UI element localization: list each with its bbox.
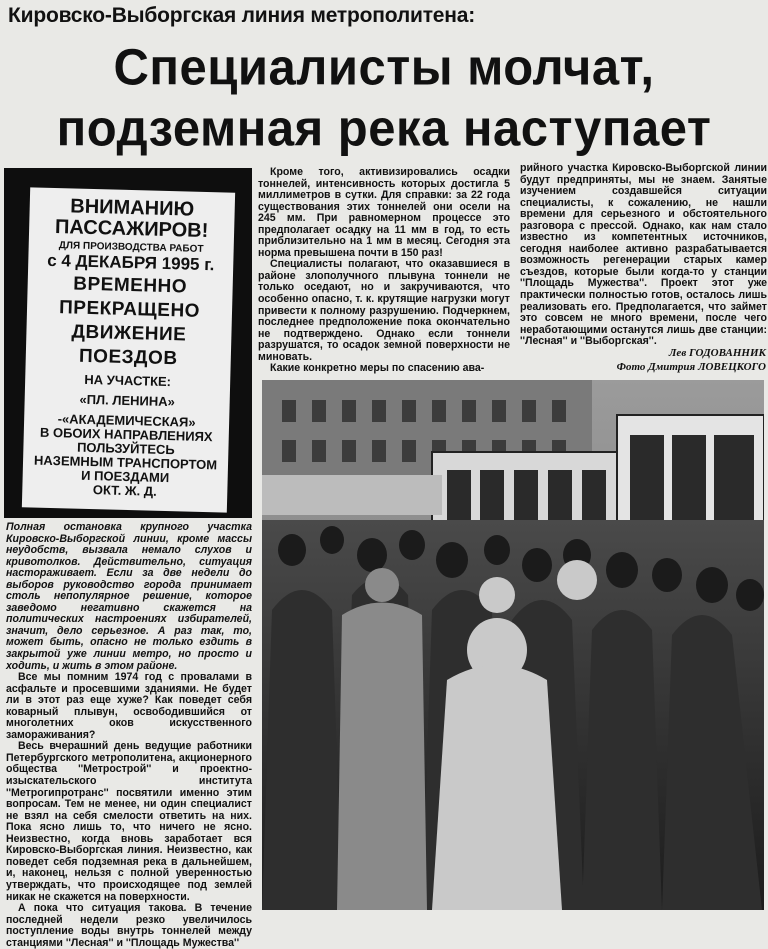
photo-credit: Фото Дмитрия ЛОВЕЦКОГО <box>616 361 766 373</box>
paragraph: Все мы помним 1974 год с провалами в асфальте и просевшими зданиями. Не будет ли в этот раз еще хуже? Как поведет себя коварный плывун, освободившийся от многолетних оков искусственного замораживания? <box>6 671 252 741</box>
paragraph: Кроме того, активизировались осадки тоннелей, интенсивность которых достигла 5 миллиметров в сутки. Для справки: за 22 года существования этих тоннелей они осели на 245 мм. При равномерном процессе это предполагает осадку на 11 мм в год, то есть приблизительно на 1 мм в месяц. Сегодня эта норма превышена почти в 150 раз! <box>258 166 510 259</box>
crowd-photo <box>262 380 764 910</box>
notice-line: И ПОЕЗДАМИ <box>80 467 170 486</box>
notice-line: ПОЛЬЗУЙТЕСЬ <box>76 439 175 458</box>
notice-line: ВНИМАНИЮ <box>70 195 195 221</box>
notice-line: -«АКАДЕМИЧЕСКАЯ» <box>57 411 196 430</box>
headline <box>0 37 768 159</box>
byline <box>520 346 766 374</box>
notice-line: с 4 ДЕКАБРЯ 1995 г. <box>46 250 215 275</box>
paragraph: Весь вчерашний день ведущие работники Петербургского метрополитена, акционерного общества ''Метрострой'' и проектно-изыскательского института ''Метрогипротранс'' посвятили именно этим вопросам. Тем не менее, ни один специалист не взял на себя смелости ответить на них. Пока ясно лишь то, что ничего не ясно. Неизвестно, когда вновь заработает вся Кировско-Выборгская линия. Неизвестно, как поведет себя подземная река в дальнейшем, и, наконец, нельзя с полной уверенностью утверждать, что происходящее под землей никак не скажется на поверхности. <box>6 740 252 903</box>
paragraph: Специалисты полагают, что оказавшиеся в районе злополучного плывуна тоннели не только оседают, но и закручиваются, что особенно опасно, т. к. крутящие нагрузки могут привести к полному разрушению. Подчеркнем, последнее предположение пока окончательно не подтверждено. Однако если тоннели разрушатся, то осадок земной поверхности не миновать. <box>258 258 510 363</box>
paragraph: Какие конкретно меры по спасению ава- <box>270 362 485 375</box>
article-column-1 <box>6 522 252 949</box>
notice-line: НА УЧАСТКЕ: <box>84 371 172 390</box>
notice-line: ВРЕМЕННО <box>73 273 188 298</box>
paragraph: рийного участка Кировско-Выборгской линии будут предприняты, мы не знаем. Занятые изучением создавшейся ситуации специалисты, к сожалению, не нашли времени для серьезного и обстоятельного разговора с прессой. Однако, как нам стало известно из компетентных источников, сегодня наиболее активно разрабатывается возможность регенерации старых камер съездов, которые были когда-то у станции ''Площадь Мужества''. Проект этот уже практически полностью готов, осталось лишь реализовать его. Предполагается, что займет это совсем не много времени, после чего неработающими останутся лишь две станции: ''Лесная'' и ''Выборгская''. <box>520 162 767 348</box>
article-column-2 <box>258 167 510 375</box>
author-credit: Лев ГОДОВАННИК <box>668 347 766 359</box>
notice-line: ПОЕЗДОВ <box>78 345 178 370</box>
notice-line: В ОБОИХ НАПРАВЛЕНИЯХ <box>39 424 213 445</box>
notice-line: НАЗЕМНЫМ ТРАНСПОРТОМ <box>33 452 218 473</box>
paragraph: А пока что ситуация такова. В течение последней недели резко увеличилось поступление воды внутрь тоннелей между станциями ''Лесная'' и ''Площадь Мужества'' <box>6 902 252 949</box>
headline-line-1: Специалисты молчат, <box>113 39 655 96</box>
headline-line-2: подземная река наступает <box>56 100 712 157</box>
photo-caption: Полная остановка крупного участка Кировско-Выборгской линии, кроме массы неудобств, вызвала немало слухов и кривотолков. Действительно, ситуация настораживает. Если за две недели до выборов руководство города принимает столь непопулярное решение, которое заведомо негативно скажется на политических настроениях избирателей, значит, дело серьезное. А раз так, то, может быть, опасно не только ездить в закрытой уже линии метро, но просто и ходить, и жить в этом районе. <box>6 521 252 672</box>
article-column-3 <box>520 163 767 348</box>
notice-line: ДЛЯ ПРОИЗВОДСТВА РАБОТ <box>58 240 204 255</box>
notice-photo <box>4 168 252 518</box>
notice-line: ПРЕКРАЩЕНО <box>58 297 201 322</box>
notice-line: ДВИЖЕНИЕ <box>71 321 187 346</box>
crowd-photo-image <box>262 380 764 910</box>
kicker-heading: Кировско-Выборгская линия метрополитена: <box>8 4 476 27</box>
notice-line: ПАССАЖИРОВ! <box>54 216 209 243</box>
passenger-notice-sign <box>22 187 235 512</box>
notice-line: «ПЛ. ЛЕНИНА» <box>79 391 176 410</box>
notice-line: ОКТ. Ж. Д. <box>92 482 157 499</box>
